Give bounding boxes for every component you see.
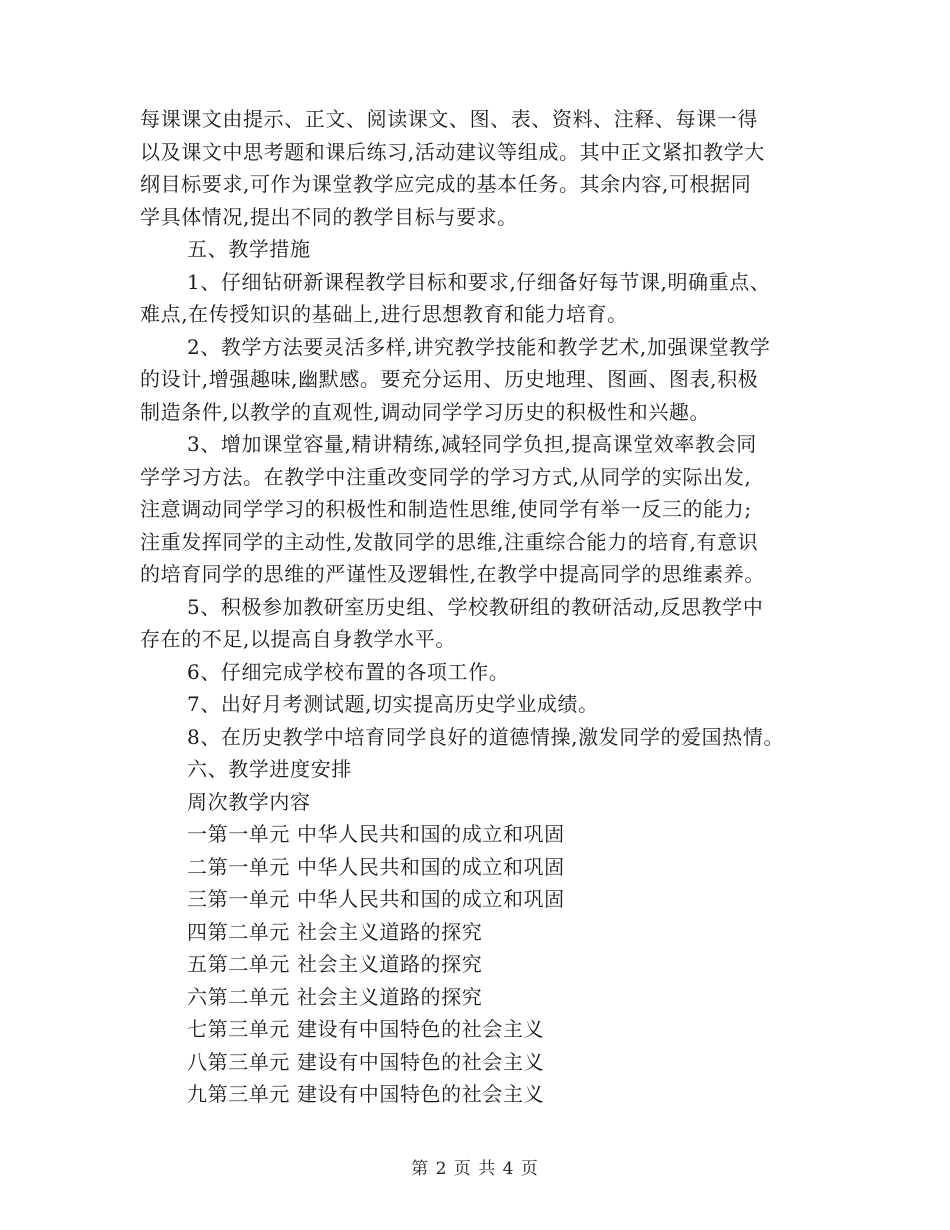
text-line: 注意调动同学学习的积极性和制造性思维,使同学有举一反三的能力;	[140, 497, 752, 521]
text-line: 5、积极参加教研室历史组、学校教研组的教研活动,反思教学中	[187, 594, 764, 619]
text-line: 存在的不足,以提高自身教学水平。	[140, 627, 456, 651]
schedule-row: 四第二单元 社会主义道路的探究	[187, 919, 483, 944]
text-line: 3、增加课堂容量,精讲精练,减轻同学负担,提高课堂效率教会同	[187, 432, 757, 456]
text-line: 8、在历史教学中培育同学良好的道德情操,激发同学的爱国热情。	[187, 724, 785, 749]
text-line: 注重发挥同学的主动性,发散同学的思维,注重综合能力的培育,有意识	[140, 529, 759, 554]
document-body	[140, 103, 820, 1111]
schedule-row: 五第二单元 社会主义道路的探究	[187, 952, 483, 976]
text-line: 以及课文中思考题和课后练习,活动建议等组成。其中正文紧扣教学大	[140, 139, 765, 164]
text-line: 学学习方法。在教学中注重改变同学的学习方式,从同学的实际出发,	[140, 464, 752, 489]
text-line: 制造条件,以教学的直观性,调动同学学习历史的积极性和兴趣。	[140, 399, 711, 424]
text-line: 的培育同学的思维的严谨性及逻辑性,在教学中提高同学的思维素养。	[140, 562, 765, 586]
text-line: 难点,在传授知识的基础上,进行思想教育和能力培育。	[140, 302, 628, 326]
text-line: 纲目标要求,可作为课堂教学应完成的基本任务。其余内容,可根据同	[140, 172, 752, 196]
schedule-row: 六第二单元 社会主义道路的探究	[187, 984, 483, 1009]
text-line: 1、仔细钻研新课程教学目标和要求,仔细备好每节课,明确重点、	[187, 269, 771, 294]
schedule-row: 一第一单元 中华人民共和国的成立和巩固	[187, 822, 565, 846]
page-number-footer: 第 2 页 共 4 页	[411, 1159, 539, 1179]
text-line: 6、仔细完成学校布置的各项工作。	[187, 659, 510, 684]
schedule-header: 周次教学内容	[187, 789, 311, 814]
text-line: 每课课文由提示、正文、阅读课文、图、表、资料、注释、每课一得	[140, 107, 758, 131]
section-heading: 五、教学措施	[187, 237, 311, 261]
text-line: 学具体情况,提出不同的教学目标与要求。	[140, 204, 518, 229]
schedule-row: 八第三单元 建设有中国特色的社会主义	[187, 1049, 545, 1074]
schedule-row: 二第一单元 中华人民共和国的成立和巩固	[187, 854, 565, 879]
text-line: 7、出好月考测试题,切实提高历史学业成绩。	[187, 692, 599, 716]
text-line: 2、教学方法要灵活多样,讲究教学技能和教学艺术,加强课堂教学	[187, 334, 771, 359]
schedule-row: 七第三单元 建设有中国特色的社会主义	[187, 1017, 545, 1041]
section-heading: 六、教学进度安排	[187, 757, 352, 781]
schedule-row: 九第三单元 建设有中国特色的社会主义	[187, 1082, 545, 1106]
schedule-row: 三第一单元 中华人民共和国的成立和巩固	[187, 887, 565, 911]
text-line: 的设计,增强趣味,幽默感。要充分运用、历史地理、图画、图表,积极	[140, 367, 759, 391]
